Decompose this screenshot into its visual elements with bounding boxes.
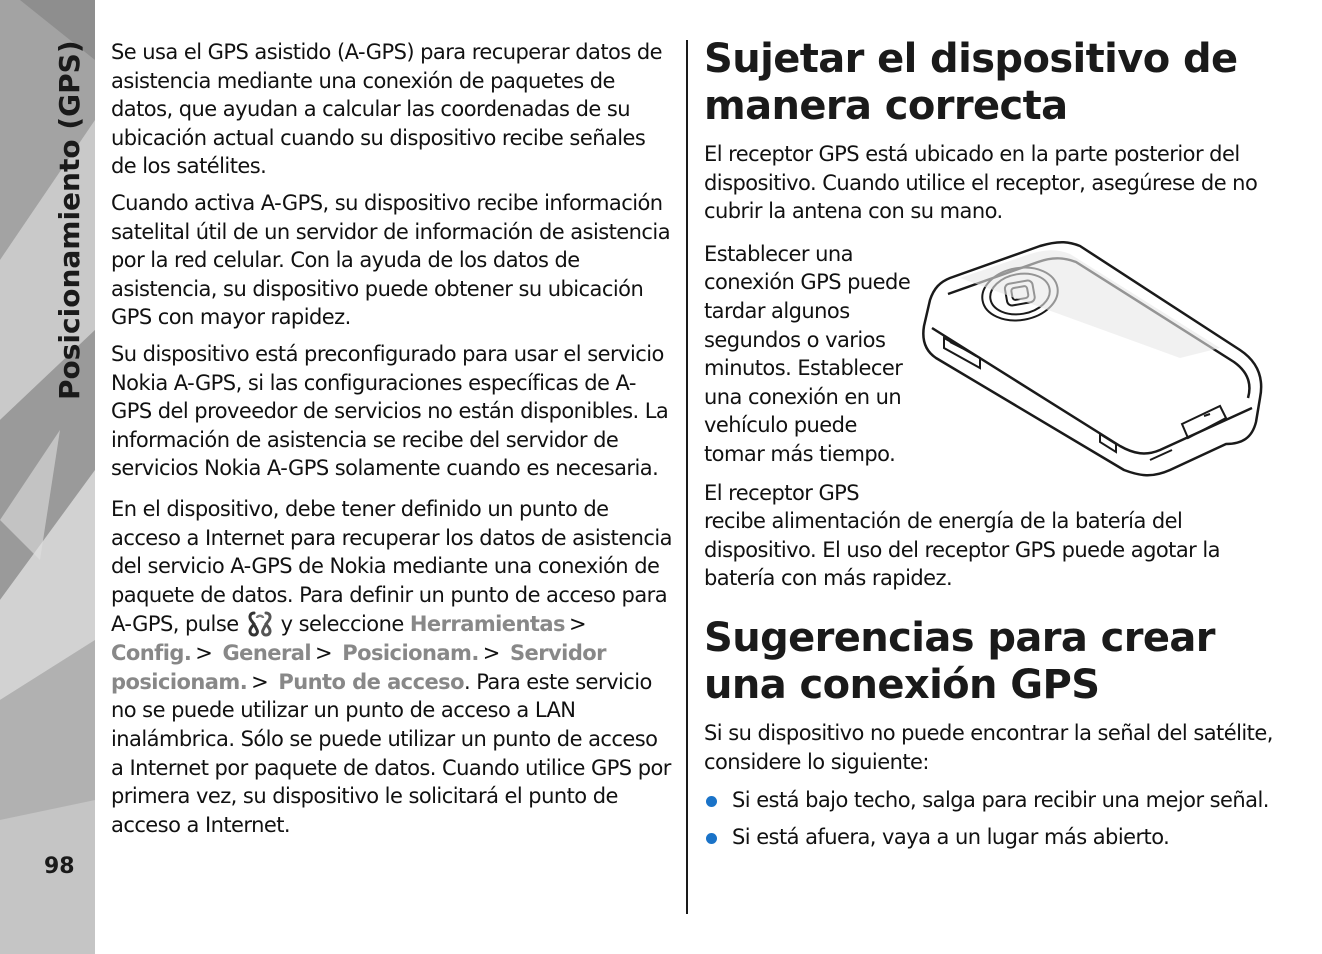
menu-item-config: Config. <box>111 641 192 666</box>
right-column <box>704 36 1279 859</box>
paragraph <box>704 479 1279 593</box>
page-number: 98 <box>44 854 75 879</box>
separator: > <box>195 641 213 666</box>
text: El receptor GPS <box>704 480 860 505</box>
tips-list <box>704 786 1279 851</box>
paragraph: Se usa el GPS asistido (A-GPS) para recuperar datos de asistencia mediante una conexión de paquetes de datos, que ayudan a calcular las coordenadas de su ubicación actual cuando su dispositivo recibe señales de los satélites. <box>111 40 663 179</box>
left-column <box>111 38 673 847</box>
column-divider <box>686 40 688 914</box>
heading-hold-device: Sujetar el dispositivo de manera correcta <box>704 36 1238 129</box>
separator: > <box>568 612 587 637</box>
section-title: Posicionamiento (GPS) <box>53 40 86 400</box>
text: En el dispositivo, debe tener definido un punto de acceso a Internet para recuperar los datos de asistencia del servicio A-GPS de Nokia mediante una conexión de paquete de datos. Para definir un punto de acceso para A-GPS, pulse <box>111 496 672 637</box>
paragraph: Si su dispositivo no puede encontrar la señal del satélite, considere lo siguiente: <box>704 720 1273 774</box>
heading-tips: Sugerencias para crear una conexión GPS <box>704 614 1215 708</box>
menu-key-icon <box>245 609 275 639</box>
menu-item-herramientas: Herramientas <box>409 612 565 637</box>
paragraph: El receptor GPS está ubicado en la parte posterior del dispositivo. Cuando utilice el receptor, asegúrese de no cubrir la antena con su mano. <box>704 142 1258 224</box>
text: recibe alimentación de energía de la batería del dispositivo. El uso del receptor GPS puede agotar la batería con más rapidez. <box>704 509 1220 591</box>
menu-item-general: General <box>222 641 312 666</box>
paragraph: Su dispositivo está preconfigurado para usar el servicio Nokia A-GPS, si las configuraciones específicas de A-GPS del proveedor de servicios no están disponibles. La información de asistencia se recibe del servidor de servicios Nokia A-GPS solamente cuando es necesaria. <box>111 341 669 481</box>
sidebar <box>0 0 95 954</box>
list-item-text: Si está bajo techo, salga para recibir una mejor señal. <box>732 788 1269 813</box>
menu-item-punto-de-acceso: Punto de acceso <box>278 669 465 694</box>
menu-item-posicionam: Posicionam. <box>342 641 479 666</box>
list-item <box>704 823 1279 852</box>
text: . Para este servicio no se puede utilizar un punto de acceso a LAN inalámbrica. Sólo se puede utilizar un punto de acceso a Internet por paquete de datos. Cuando utilice GPS por primera vez, su dispositivo le solicitará el punto de acceso a Internet. <box>111 669 671 837</box>
text: y seleccione <box>280 612 404 637</box>
bullet-icon <box>706 833 717 844</box>
list-item <box>704 786 1279 815</box>
menu-item-servidor-posicionam: Servidor posicionam. <box>111 641 606 694</box>
bullet-icon <box>706 796 717 807</box>
device-back-illustration <box>920 238 1266 478</box>
separator: > <box>315 641 333 666</box>
list-item-text: Si está afuera, vaya a un lugar más abierto. <box>732 824 1170 849</box>
paragraph-access-point <box>111 495 673 840</box>
paragraph-float: Establecer una conexión GPS puede tardar algunos segundos o varios minutos. Establecer una conexión en un vehículo puede tomar más tiempo. <box>704 241 911 466</box>
separator: > <box>482 641 500 666</box>
paragraph: Cuando activa A-GPS, su dispositivo recibe información satelital útil de un servidor de información de asistencia por la red celular. Con la ayuda de los datos de asistencia, su dispositivo puede obtener su ubicación GPS con mayor rapidez. <box>111 190 671 330</box>
separator: > <box>251 669 269 694</box>
